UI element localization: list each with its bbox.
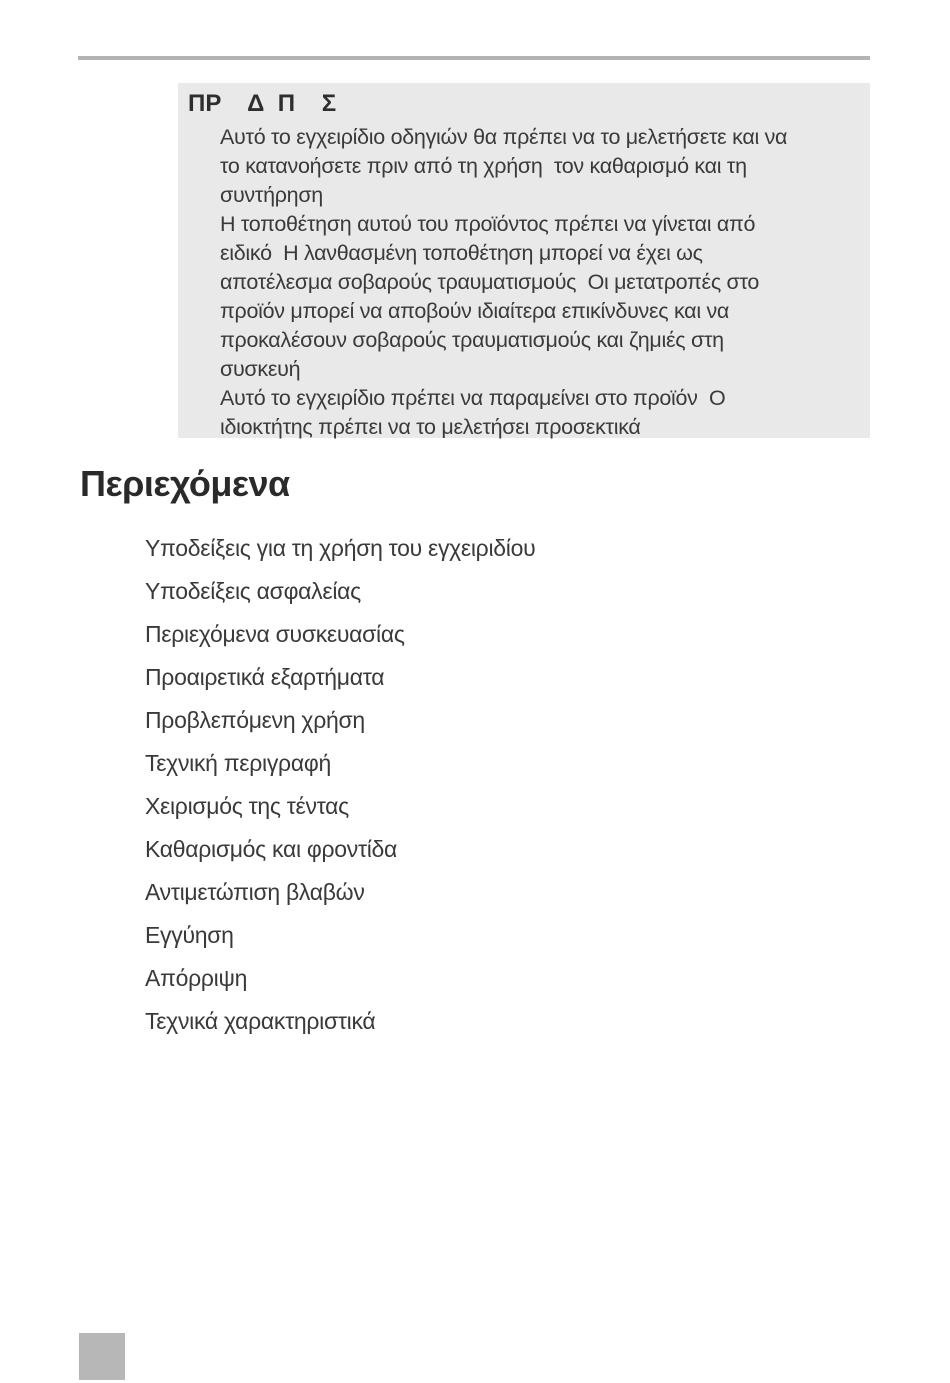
warning-box (178, 83, 870, 438)
warning-line: Η τοποθέτηση αυτού του προϊόντος πρέπει να γίνεται από (220, 212, 756, 236)
warning-body (220, 123, 870, 442)
toc-item: Προβλεπόμενη χρήση (145, 707, 365, 733)
top-rule (78, 56, 870, 60)
toc-item: Χειρισμός της τέντας (145, 793, 349, 819)
toc-item: Υποδείξεις για τη χρήση του εγχειριδίου (145, 535, 536, 561)
warning-line: Αυτό το εγχειρίδιο οδηγιών θα πρέπει να το μελετήσετε και να (220, 125, 788, 149)
warning-line: συντήρηση (220, 183, 323, 207)
contents-list (145, 527, 535, 1043)
warning-line: ειδικό Η λανθασμένη τοποθέτηση μπορεί να έχει ως (220, 241, 703, 265)
toc-item: Υποδείξεις ασφαλείας (145, 578, 361, 604)
page-number-block (79, 1333, 125, 1380)
toc-item: Τεχνικά χαρακτηριστικά (145, 1008, 376, 1034)
warning-line: προκαλέσουν σοβαρούς τραυματισμούς και ζημιές στη (220, 328, 724, 352)
toc-item: Καθαρισμός και φροντίδα (145, 836, 398, 862)
toc-item: Περιεχόμενα συσκευασίας (145, 621, 405, 647)
toc-item: Προαιρετικά εξαρτήματα (145, 664, 385, 690)
warning-line: προϊόν μπορεί να αποβούν ιδιαίτερα επικίνδυνες και να (220, 299, 730, 323)
toc-item: Απόρριψη (145, 965, 248, 991)
warning-line: το κατανοήσετε πριν από τη χρήση τον καθαρισμό και τη (220, 154, 747, 178)
warning-title: ΠΡ Δ Π Σ (188, 90, 337, 117)
toc-item: Εγγύηση (145, 922, 234, 948)
warning-line: Αυτό το εγχειρίδιο πρέπει να παραμείνει στο προϊόν Ο (220, 386, 726, 410)
warning-line: συσκευή (220, 357, 301, 381)
toc-item: Αντιμετώπιση βλαβών (145, 879, 365, 905)
toc-item: Τεχνική περιγραφή (145, 750, 331, 776)
warning-line: ιδιοκτήτης πρέπει να το μελετήσει προσεκτικά (220, 415, 641, 439)
warning-line: αποτέλεσμα σοβαρούς τραυματισμούς Οι μετατροπές στο (220, 270, 760, 294)
contents-heading: Περιεχόμενα (80, 463, 290, 504)
